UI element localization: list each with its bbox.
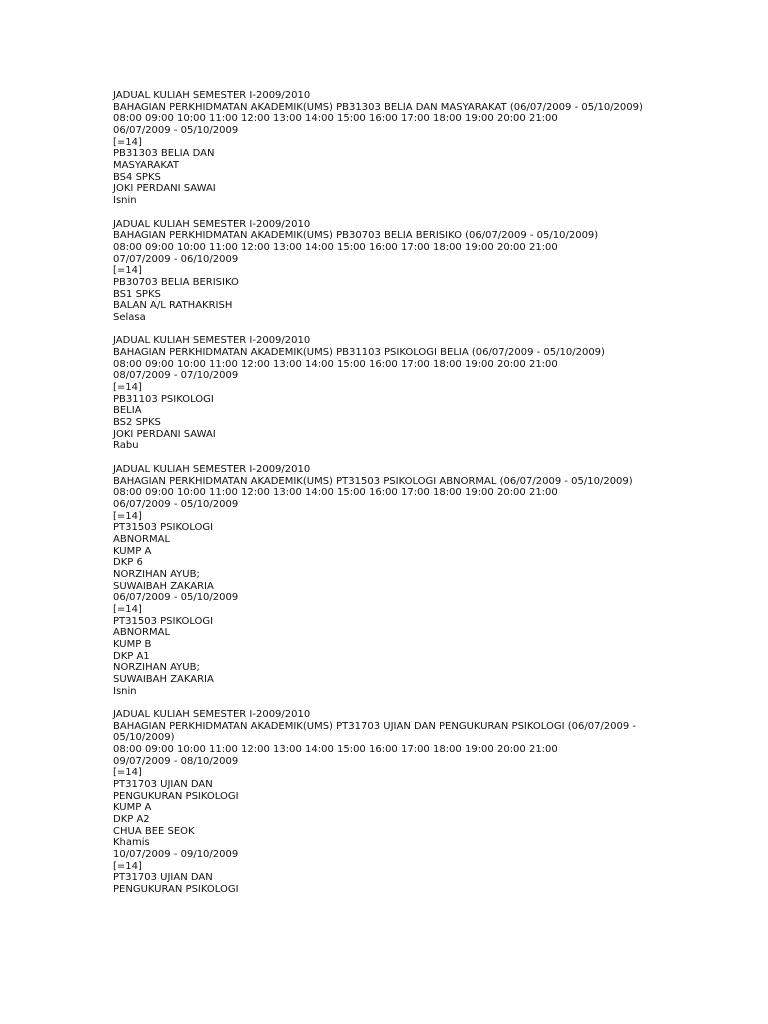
text-line: KUMP B	[113, 638, 152, 650]
text-line: SUWAIBAH ZAKARIA	[113, 673, 214, 685]
text-line: 05/10/2009)	[113, 732, 175, 744]
block-heading: JADUAL KULIAH SEMESTER I-2009/2010	[113, 90, 311, 101]
text-line: Rabu	[113, 440, 139, 452]
text-line: PT31503 PSIKOLOGI	[113, 522, 214, 534]
text-line: BAHAGIAN PERKHIDMATAN AKADEMIK(UMS) PB31103 PSIKOLOGI BELIA (06/07/2009 - 05/10/2009)	[113, 347, 605, 359]
text-line: 06/07/2009 - 05/10/2009	[113, 124, 239, 136]
text-line: DKP 6	[113, 557, 143, 569]
text-line: PB30703 BELIA BERISIKO	[113, 276, 239, 288]
text-line: 07/07/2009 - 06/10/2009	[113, 253, 239, 265]
text-line: 08:00 09:00 10:00 11:00 12:00 13:00 14:00 15:00 16:00 17:00 18:00 19:00 20:00 21:00	[113, 358, 558, 370]
text-line: JOKI PERDANI SAWAI	[113, 183, 216, 195]
text-line: PB31303 BELIA DAN	[113, 148, 215, 160]
text-line: NORZIHAN AYUB;	[113, 662, 200, 674]
schedule-block	[113, 709, 753, 896]
text-line: PT31503 PSIKOLOGI	[113, 615, 214, 627]
text-line: 08:00 09:00 10:00 11:00 12:00 13:00 14:00 15:00 16:00 17:00 18:00 19:00 20:00 21:00	[113, 744, 558, 756]
text-line: PENGUKURAN PSIKOLOGI	[113, 790, 239, 802]
text-line: PT31703 UJIAN DAN	[113, 872, 213, 884]
text-line: 09/07/2009 - 08/10/2009	[113, 755, 239, 767]
text-line: BAHAGIAN PERKHIDMATAN AKADEMIK(UMS) PB30703 BELIA BERISIKO (06/07/2009 - 05/10/2009)	[113, 230, 599, 242]
text-line: [=14]	[113, 136, 142, 148]
text-line: PT31703 UJIAN DAN	[113, 779, 213, 791]
text-line: [=14]	[113, 265, 142, 277]
text-line: [=14]	[113, 860, 142, 872]
block-heading: JADUAL KULIAH SEMESTER I-2009/2010	[113, 335, 311, 347]
text-line: 08:00 09:00 10:00 11:00 12:00 13:00 14:00 15:00 16:00 17:00 18:00 19:00 20:00 21:00	[113, 487, 558, 499]
text-line: SUWAIBAH ZAKARIA	[113, 580, 214, 592]
text-line: JOKI PERDANI SAWAI	[113, 428, 216, 440]
text-line: PENGUKURAN PSIKOLOGI	[113, 884, 239, 895]
schedule-block	[113, 219, 753, 324]
text-line: Selasa	[113, 311, 146, 323]
document-body	[113, 90, 753, 908]
text-line: BELIA	[113, 405, 142, 417]
text-line: BS4 SPKS	[113, 171, 161, 183]
text-line: MASYARAKAT	[113, 159, 179, 171]
text-line: KUMP A	[113, 545, 152, 557]
schedule-blocks	[113, 90, 753, 896]
text-line: [=14]	[113, 767, 142, 779]
block-heading: JADUAL KULIAH SEMESTER I-2009/2010	[113, 709, 311, 721]
schedule-block	[113, 464, 753, 697]
text-line: CHUA BEE SEOK	[113, 825, 195, 837]
text-line: Khamis	[113, 837, 150, 849]
text-line: 08:00 09:00 10:00 11:00 12:00 13:00 14:00 15:00 16:00 17:00 18:00 19:00 20:00 21:00	[113, 241, 558, 253]
text-line: [=14]	[113, 510, 142, 522]
text-line: DKP A2	[113, 814, 150, 826]
text-line: 08:00 09:00 10:00 11:00 12:00 13:00 14:00 15:00 16:00 17:00 18:00 19:00 20:00 21:00	[113, 113, 558, 125]
text-line: [=14]	[113, 603, 142, 615]
text-line: NORZIHAN AYUB;	[113, 568, 200, 580]
schedule-block	[113, 335, 753, 452]
text-line: Isnin	[113, 194, 137, 206]
text-line: KUMP A	[113, 802, 152, 814]
block-heading: JADUAL KULIAH SEMESTER I-2009/2010	[113, 218, 311, 230]
text-line: 10/07/2009 - 09/10/2009	[113, 849, 239, 861]
text-line: Isnin	[113, 685, 137, 697]
text-line: ABNORMAL	[113, 627, 171, 639]
schedule-block	[113, 90, 753, 207]
text-line: BS1 SPKS	[113, 288, 161, 300]
text-line: PB31103 PSIKOLOGI	[113, 393, 214, 405]
text-line: [=14]	[113, 382, 142, 394]
block-heading: JADUAL KULIAH SEMESTER I-2009/2010	[113, 464, 311, 476]
text-line: BALAN A/L RATHAKRISH	[113, 300, 233, 312]
text-line: 08/07/2009 - 07/10/2009	[113, 370, 239, 382]
text-line: 06/07/2009 - 05/10/2009	[113, 592, 239, 604]
text-line: ABNORMAL	[113, 533, 171, 545]
text-line: BAHAGIAN PERKHIDMATAN AKADEMIK(UMS) PB31303 BELIA DAN MASYARAKAT (06/07/2009 - 05/10/2009)	[113, 101, 643, 113]
text-line: BAHAGIAN PERKHIDMATAN AKADEMIK(UMS) PT31703 UJIAN DAN PENGUKURAN PSIKOLOGI (06/07/2009 -	[113, 720, 637, 732]
text-line: DKP A1	[113, 650, 150, 662]
text-line: BAHAGIAN PERKHIDMATAN AKADEMIK(UMS) PT31503 PSIKOLOGI ABNORMAL (06/07/2009 - 05/10/2009)	[113, 475, 633, 487]
text-line: 06/07/2009 - 05/10/2009	[113, 499, 239, 510]
text-line: BS2 SPKS	[113, 417, 161, 429]
